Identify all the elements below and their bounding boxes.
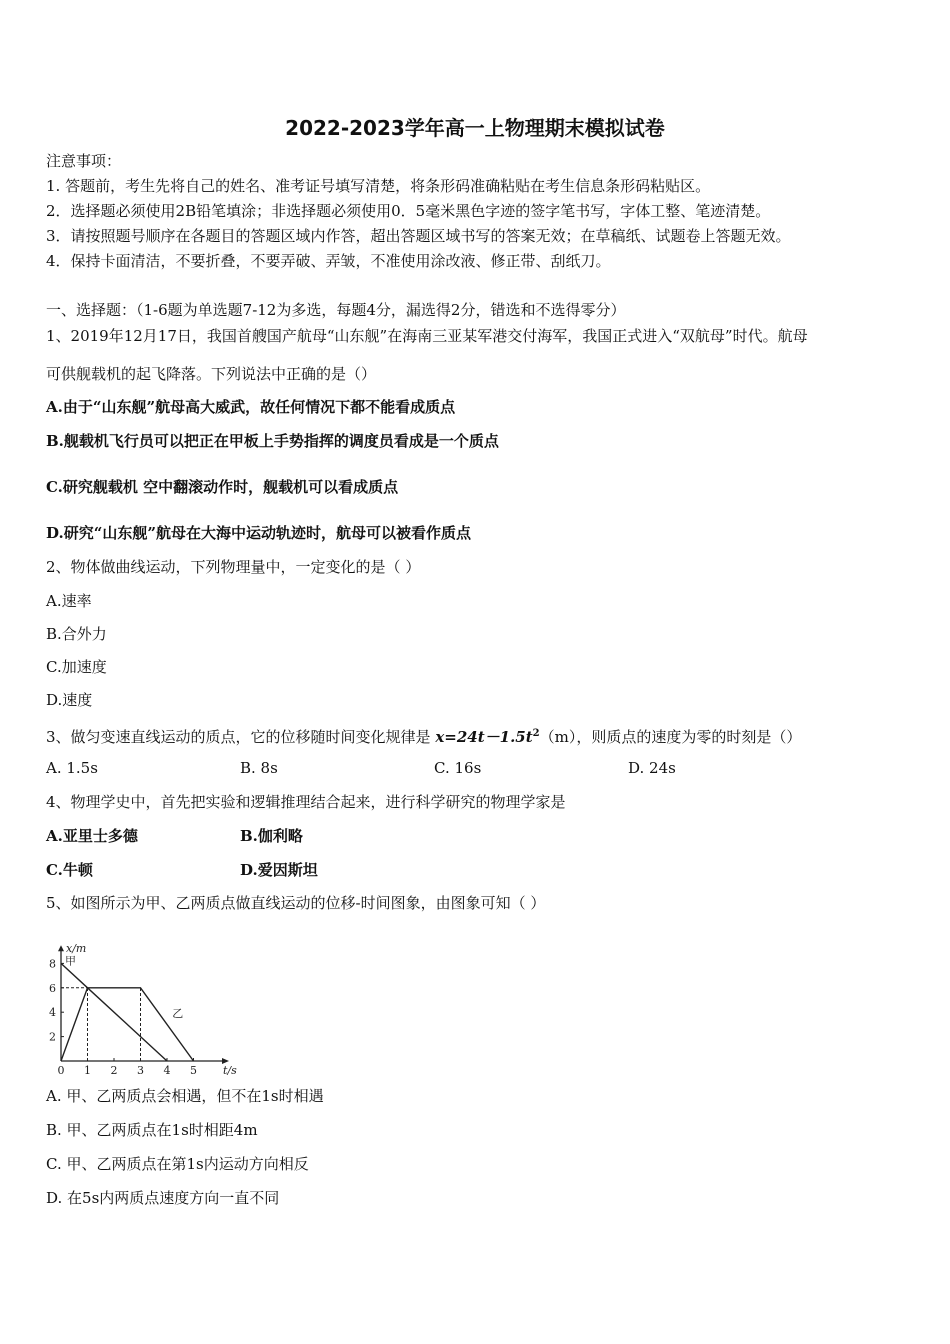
q3-option-b: B. 8s xyxy=(240,759,278,777)
q2-option-d: D.速度 xyxy=(46,691,93,709)
notice-item: 3．请按照题号顺序在各题目的答题区域内作答，超出答题区域书写的答案无效；在草稿纸、试题卷上答题无效。 xyxy=(46,227,791,245)
q5-option-a: A. 甲、乙两质点会相遇，但不在1s时相遇 xyxy=(46,1087,324,1105)
q2-stem: 2、物体做曲线运动，下列物理量中，一定变化的是（ ） xyxy=(46,558,421,576)
y-tick-label: 6 xyxy=(49,981,56,995)
page-title: 2022-2023学年高一上物理期末模拟试卷 xyxy=(285,116,665,140)
q4-stem: 4、物理学史中，首先把实验和逻辑推理结合起来，进行科学研究的物理学家是 xyxy=(46,793,566,811)
q4-option-a: A.亚里士多德 xyxy=(46,827,138,845)
q2-option-b: B.合外力 xyxy=(46,625,107,643)
notice-item: 1. 答题前，考生先将自己的姓名、准考证号填写清楚，将条形码准确粘贴在考生信息条形码粘贴区。 xyxy=(46,177,711,195)
position-time-graph xyxy=(44,925,244,1075)
x-tick-label: 0 xyxy=(57,1064,65,1075)
q3-option-d: D. 24s xyxy=(628,759,676,777)
series-line-0 xyxy=(61,963,167,1061)
q2-option-a: A.速率 xyxy=(46,592,92,610)
q1-stem-cont: 可供舰载机的起飞降落。下列说法中正确的是（） xyxy=(46,365,377,383)
q1-option-c: C.研究舰载机 空中翻滚动作时，舰载机可以看成质点 xyxy=(46,478,399,496)
y-tick-label: 4 xyxy=(49,1006,56,1020)
series-label-yi: 乙 xyxy=(172,1007,184,1021)
q5-option-b: B. 甲、乙两质点在1s时相距4m xyxy=(46,1121,258,1139)
q4-option-c: C.牛顿 xyxy=(46,861,93,879)
q3-stem-suffix: （m），则质点的速度为零的时刻是（） xyxy=(539,728,802,746)
y-tick-label: 2 xyxy=(49,1030,56,1044)
y-tick-label: 8 xyxy=(49,957,56,971)
q5-option-c: C. 甲、乙两质点在第1s内运动方向相反 xyxy=(46,1155,309,1173)
notice-item: 2．选择题必须使用2B铅笔填涂；非选择题必须使用0．5毫米黑色字迹的签字笔书写，字体工整、笔迹清楚。 xyxy=(46,202,771,220)
section-heading: 一、选择题：（1-6题为单选题7-12为多选，每题4分，漏选得2分，错选和不选得零分） xyxy=(46,301,626,319)
q3-option-a: A. 1.5s xyxy=(46,759,98,777)
y-axis-label: x/m xyxy=(66,942,87,956)
q3-stem xyxy=(46,724,801,747)
series-label-jia: 甲 xyxy=(65,954,76,968)
q1-option-a: A.由于“山东舰”航母高大威武，故任何情况下都不能看成质点 xyxy=(46,398,456,416)
q3-formula: x=24t－1.5t xyxy=(435,728,533,746)
q5-option-d: D. 在5s内两质点速度方向一直不同 xyxy=(46,1189,280,1207)
q1-stem: 1、2019年12月17日，我国首艘国产航母“山东舰”在海南三亚某军港交付海军，我国正式进入“双航母”时代。航母 xyxy=(46,327,808,345)
x-tick-label: 3 xyxy=(137,1064,144,1075)
q5-stem: 5、如图所示为甲、乙两质点做直线运动的位移-时间图象，由图象可知（ ） xyxy=(46,894,546,912)
q1-option-d: D.研究“山东舰”航母在大海中运动轨迹时，航母可以被看作质点 xyxy=(46,524,471,542)
x-tick-label: 2 xyxy=(110,1064,118,1075)
q1-option-b: B.舰载机飞行员可以把正在甲板上手势指挥的调度员看成是一个质点 xyxy=(46,432,499,450)
notice-item: 4．保持卡面清洁，不要折叠，不要弄破、弄皱，不准使用涂改液、修正带、刮纸刀。 xyxy=(46,252,611,270)
q2-option-c: C.加速度 xyxy=(46,658,107,676)
q4-option-b: B.伽利略 xyxy=(240,827,303,845)
y-axis-arrow xyxy=(58,945,64,951)
q4-option-d: D.爱因斯坦 xyxy=(240,861,318,879)
x-tick-label: 4 xyxy=(163,1064,171,1075)
x-tick-label: 5 xyxy=(190,1064,197,1075)
x-tick-label: 1 xyxy=(84,1064,91,1075)
notice-heading: 注意事项： xyxy=(46,152,122,170)
q3-stem-prefix: 3、做匀变速直线运动的质点，它的位移随时间变化规律是 xyxy=(46,728,436,746)
q3-option-c: C. 16s xyxy=(434,759,482,777)
q3-formula-exponent: 2 xyxy=(532,728,540,739)
x-axis-label: t/s xyxy=(223,1064,237,1075)
